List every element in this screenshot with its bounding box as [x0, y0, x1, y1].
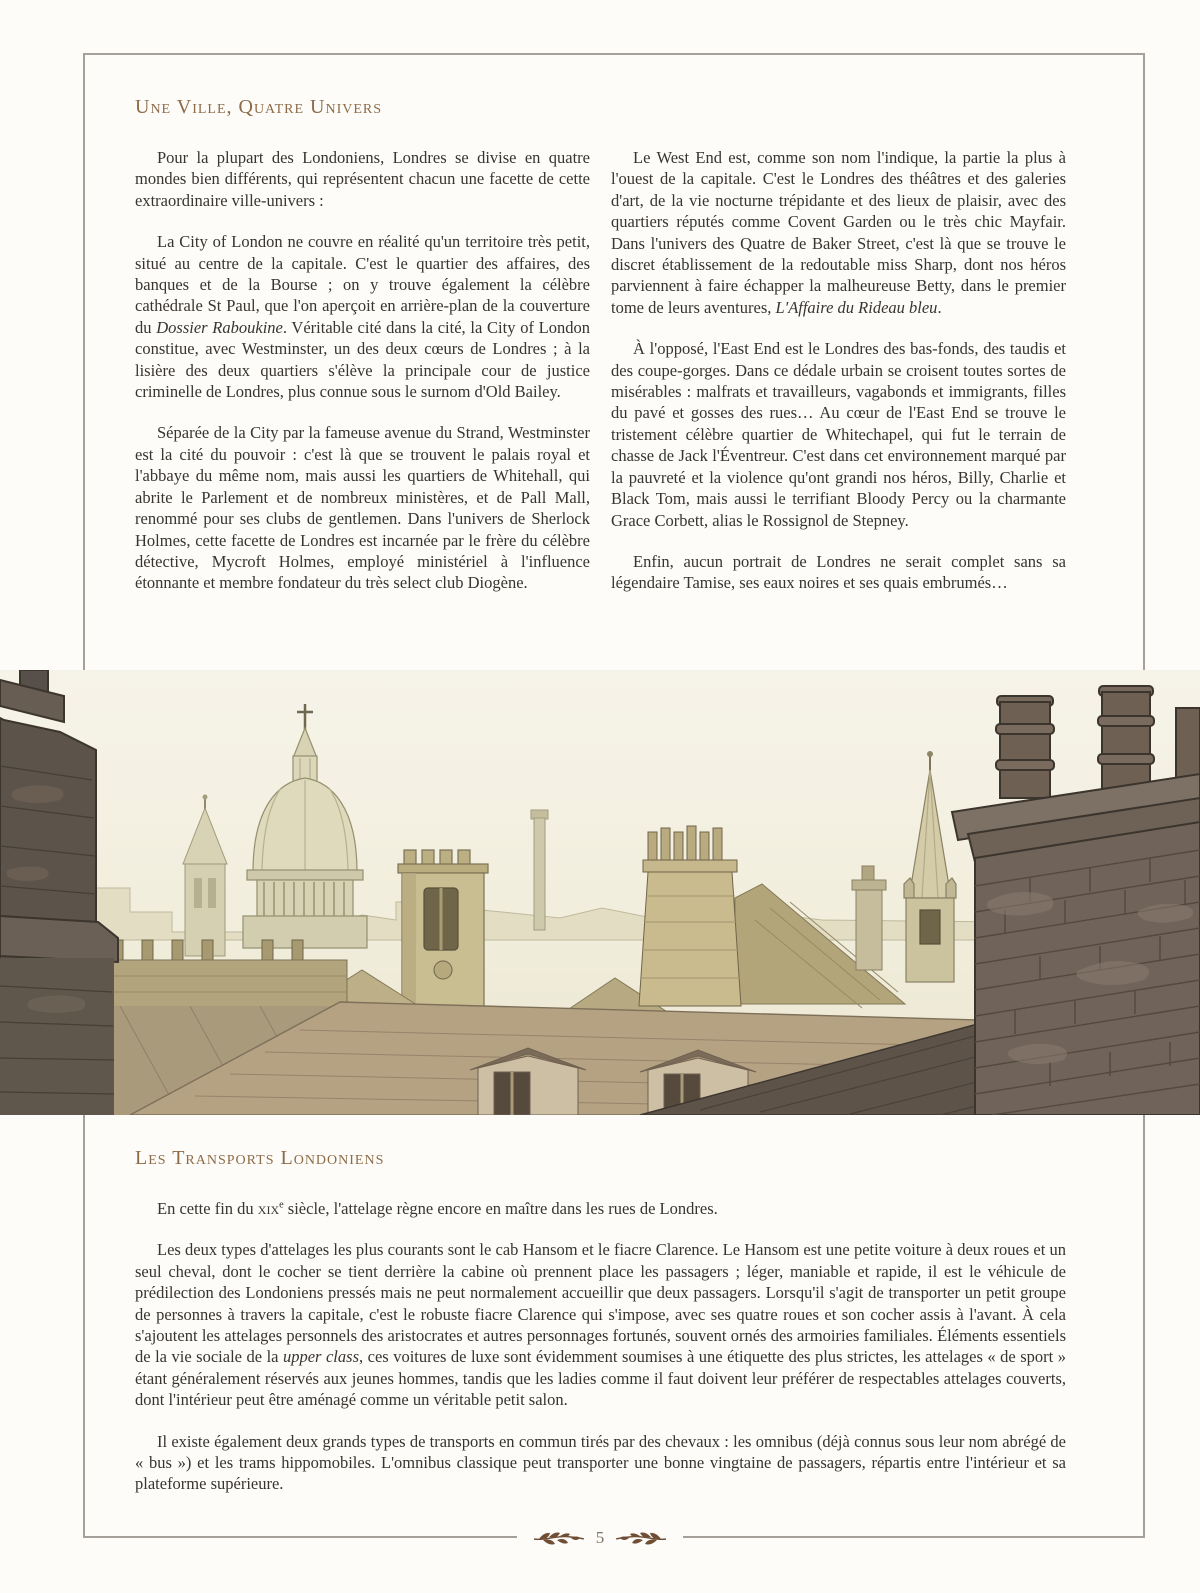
section-heading: Une Ville, Quatre Univers: [135, 96, 383, 118]
london-rooftops-illustration-svg: [0, 670, 1200, 1115]
fleuron-left-icon: [533, 1531, 585, 1545]
full-width-text: [135, 1198, 1066, 1495]
fleuron-right-icon: [615, 1531, 667, 1545]
paragraph: À l'opposé, l'East End est le Londres des bas-fonds, des taudis et des coupe-gorges. Dans ce dédale urbain se croisent toutes sortes de misérables : malfrats et travailleurs, vagabonds et immigrants, filles du pavé et gosses des rues… Au cœur de l'East End se trouve le tristement célèbre quartier de Whitechapel, qui fut le terrain de chasse de Jack l'Éventreur. C'est dans cet environnement marqué par la pauvreté et la violence qu'ont grandi nos héros, Billy, Charlie et Black Tom, mais aussi le terrifiant Bloody Percy ou la charmante Grace Corbett, alias le Rossignol de Stepney.: [611, 339, 1066, 530]
left-column: [135, 147, 590, 614]
two-column-text: [135, 147, 1066, 614]
paragraph: Séparée de la City par la fameuse avenue du Strand, Westminster est la cité du pouvoir : c'est là que se trouvent le palais royal et l'abbaye du même nom, mais aussi les quartiers de Whitehall, qui abrite le Parlement et de nombreux ministères, et de Pall Mall, renommé pour ses clubs de gentlemen. Dans l'univers de Sherlock Holmes, cette facette de Londres est incarnée par le frère du célèbre détective, Mycroft Holmes, employé ministériel à l'influence étonnante et membre fondateur du très select club Diogène.: [135, 423, 590, 593]
page-number-block: [517, 1524, 684, 1552]
paragraph: Le West End est, comme son nom l'indique, la partie la plus à l'ouest de la capitale. C'est le Londres des théâtres et des galeries d'art, de la vie nocturne trépidante et des lieux de plaisir, avec des quartiers réputés comme Covent Garden ou le très chic Mayfair. Dans l'univers des Quatre de Baker Street, c'est là que se trouve le discret établissement de la redoutable miss Sharp, dont nos héros parviennent à faire échapper la malheureuse Betty, dans le premier tome de leurs aventures, L'Affaire du Rideau bleu.: [611, 148, 1066, 317]
paragraph: Les deux types d'attelages les plus courants sont le cab Hansom et le fiacre Clarence. Le Hansom est une petite voiture à deux roues et un seul cheval, dont le cocher se tient derrière la cabine où prennent place les passagers ; léger, maniable et rapide, il est le véhicule de prédilection des Londoniens pressés mais ne peut normalement accueillir que deux passagers. Lorsqu'il s'agit de transporter un petit groupe de personnes à travers la capitale, c'est le robuste fiacre Clarence qui s'impose, avec ses quatre roues et son cocher assis à l'avant. À cela s'ajoutent les attelages personnels des aristocrates et autres personnages fortunés, souvent ornés des armoiries familiales. Éléments essentiels de la vie sociale de la upper class, ces voitures de luxe sont évidemment soumises à une étiquette des plus strictes, les attelages « de sport » étant généralement réservés aux jeunes hommes, tandis que les ladies comme il faut doivent leur préférer de respectables attelages couverts, dont l'intérieur peut être aménagé comme un véritable petit salon.: [135, 1240, 1066, 1410]
paragraph: En cette fin du xix$^e$ siècle, l'attelage règne encore en maître dans les rues de Londres.: [157, 1199, 718, 1218]
section-une-ville: [135, 95, 1066, 614]
section-transports: [135, 1146, 1066, 1515]
church-tower: [398, 850, 488, 1008]
london-rooftops-illustration: [0, 670, 1200, 1115]
page-footer: [0, 1524, 1200, 1552]
right-column: [611, 147, 1066, 614]
paragraph: Il existe également deux grands types de transports en commun tirés par des chevaux : les omnibus (déjà connus sous leur nom abrégé de « bus ») et les trams hippomobiles. L'omnibus classique peut transporter une bonne vingtaine de passagers, répartis entre l'intérieur et sa plateforme supérieure.: [135, 1431, 1066, 1494]
paragraph: Enfin, aucun portrait de Londres ne serait complet sans sa légendaire Tamise, ses eaux noires et ses quais embrumés…: [611, 551, 1066, 593]
page-number: 5: [595, 1528, 605, 1547]
paragraph: La City of London ne couvre en réalité qu'un territoire très petit, situé au centre de la capitale. C'est le quartier des affaires, des banques et de la Bourse ; on y trouve également la célèbre cathédrale St Paul, que l'on aperçoit en arrière-plan de la couverture du Dossier Raboukine. Véritable cité dans la cité, la City of London constitue, avec Westminster, un des deux cœurs de Londres ; à la lisière des deux quartiers s'élève la principale cour de justice criminelle de Londres, plus connue sous le surnom d'Old Bailey.: [135, 232, 590, 402]
small-chimney: [852, 866, 886, 970]
tall-thin-chimney: [531, 810, 548, 930]
paragraph: Pour la plupart des Londoniens, Londres se divise en quatre mondes bien différents, qui représentent chacun une facette de cette extraordinaire ville-univers :: [135, 148, 590, 210]
section-heading: Les Transports Londoniens: [135, 1147, 385, 1169]
